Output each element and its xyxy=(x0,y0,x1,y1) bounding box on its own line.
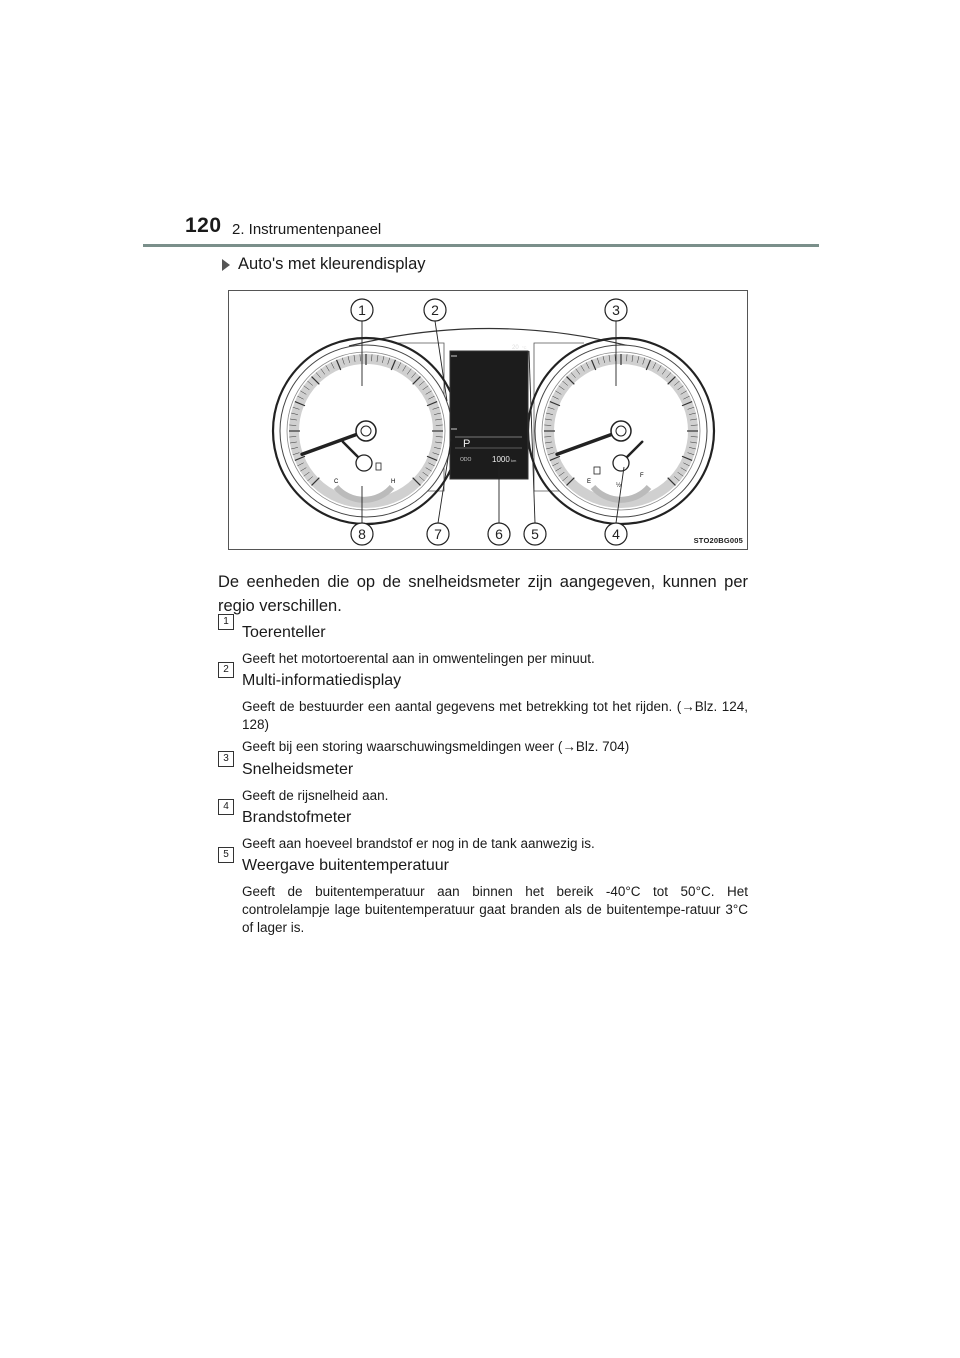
item-description-line: Geeft de buitentemperatuur aan binnen het bereik -40°C tot 50°C. Het controlelampje lage buitentemperatuur gaat branden als de buitentempe-ratuur 3°C of lager is. xyxy=(242,884,748,935)
temp-cold-label: C xyxy=(334,479,339,485)
display-odometer: 1000 xyxy=(492,455,510,464)
callout-number: 6 xyxy=(495,526,503,542)
item-title: Snelheidsmeter xyxy=(242,761,354,778)
item-description-line: Geeft de bestuurder een aantal gegevens met betrekking tot het rijden. (→Blz. 124, 128) xyxy=(242,699,748,732)
item-number-box: 5 xyxy=(218,847,234,863)
temp-hot-label: H xyxy=(391,479,396,485)
callout-number: 8 xyxy=(358,526,366,542)
item-number-box: 2 xyxy=(218,662,234,678)
tachometer-gauge xyxy=(273,338,459,524)
item-description xyxy=(242,787,748,805)
figure-code: STO20BG005 xyxy=(693,536,743,545)
multi-information-display xyxy=(450,345,528,479)
header-rule xyxy=(143,244,819,247)
sub-heading-text: Auto's met kleurendisplay xyxy=(238,255,426,273)
display-gear: P xyxy=(463,438,471,450)
callout-number: 2 xyxy=(431,302,439,318)
item-multi-information-display xyxy=(218,664,748,760)
sub-heading xyxy=(222,255,426,274)
item-description-line: Geeft de rijsnelheid aan. xyxy=(242,788,389,803)
display-odo-label: ODO xyxy=(460,457,472,463)
item-title: Weergave buitentemperatuur xyxy=(242,857,449,874)
item-title: Brandstofmeter xyxy=(242,809,352,826)
display-temperature: 20 xyxy=(512,345,519,351)
callout-number: 3 xyxy=(612,302,620,318)
item-speedometer xyxy=(218,753,748,809)
item-description xyxy=(242,883,748,937)
item-description-line: Geeft het motortoerental aan in omwentelingen per minuut. xyxy=(242,651,595,666)
item-description xyxy=(242,835,748,853)
display-temperature-unit: °C xyxy=(522,345,527,350)
item-outside-temperature xyxy=(218,849,748,941)
item-title: Toerenteller xyxy=(242,624,326,641)
fuel-half-label: ½ xyxy=(616,483,622,489)
fuel-empty-label: E xyxy=(587,479,592,485)
intro-paragraph: De eenheden die op de snelheidsmeter zijn aangegeven, kunnen per regio verschillen. xyxy=(218,573,748,615)
chapter-title: 2. Instrumentenpaneel xyxy=(232,221,382,238)
item-fuel-gauge xyxy=(218,801,748,857)
callout-number: 4 xyxy=(612,526,620,542)
fuel-full-label: F xyxy=(640,473,644,479)
item-description-line: Geeft aan hoeveel brandstof er nog in de tank aanwezig is. xyxy=(242,836,595,851)
callout-number: 7 xyxy=(434,526,442,542)
instrument-cluster-figure xyxy=(228,290,748,550)
triangle-bullet-icon xyxy=(222,259,230,271)
display-odometer-unit: km xyxy=(511,458,517,463)
item-number-box: 4 xyxy=(218,799,234,815)
callout-number: 1 xyxy=(358,302,366,318)
item-number-box: 1 xyxy=(218,614,234,630)
item-description xyxy=(242,650,748,668)
callout-number: 5 xyxy=(531,526,539,542)
page-number: 120 xyxy=(185,214,222,237)
item-description-line: Geeft bij een storing waarschuwingsmeldingen weer (→Blz. 704) xyxy=(242,739,630,754)
item-tachometer xyxy=(218,616,748,672)
item-title: Multi-informatiedisplay xyxy=(242,672,402,689)
item-number-box: 3 xyxy=(218,751,234,767)
instrument-cluster-illustration xyxy=(229,291,748,550)
item-description xyxy=(242,698,748,756)
speedometer-gauge xyxy=(528,338,714,524)
